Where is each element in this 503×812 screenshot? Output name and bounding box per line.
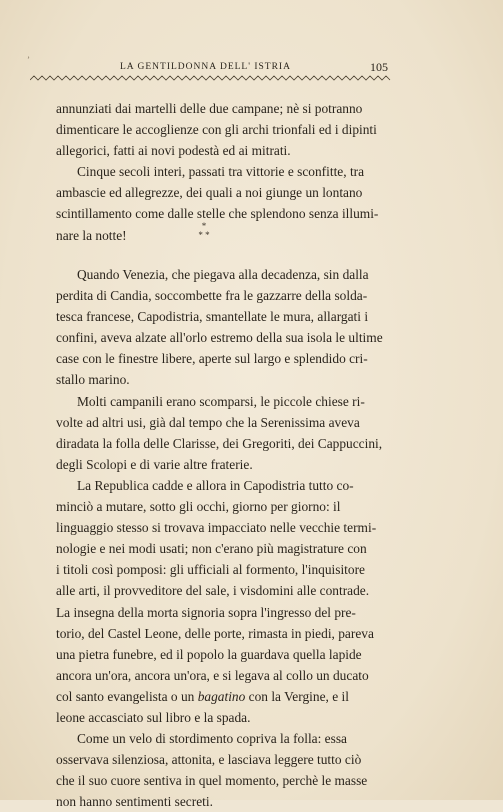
text-line: torio, del Castel Leone, delle porte, rimasta in piedi, pareva [56, 625, 374, 641]
text-line: nologie e nei modi usati; non c'erano più magistrature con [56, 541, 367, 557]
text-line: La insegna della morta signoria sopra l'ingresso del pre- [56, 604, 356, 620]
paragraph-1 [56, 98, 392, 161]
text-line: ancora un'ora, ancora un'ora, e si legava al collo un ducato [56, 667, 369, 683]
header-ornamental-rule [30, 73, 392, 83]
text-line: alle arti, il provveditore del sale, i visdomini alle contrade. [56, 583, 370, 599]
paragraph-3 [56, 264, 392, 391]
text-line-with-italic [56, 689, 349, 704]
text-line: Come un velo di stordimento copriva la folla: essa [77, 731, 347, 747]
text-line: perdita di Candia, soccombette fra le gazzarre della solda- [56, 288, 368, 304]
running-header-title: LA GENTILDONNA DELL' ISTRIA [120, 62, 291, 72]
text-line: diradata la folla delle Clarisse, dei Gregoriti, dei Cappuccini, [56, 435, 383, 451]
text-line: una pietra funebre, ed il popolo la guardava quella lapide [56, 646, 362, 662]
text-line: confini, aveva alzate all'orlo estremo della sua isola le ultime [56, 330, 383, 346]
asterism-bottom: * * [198, 230, 210, 240]
text-segment: con la Vergine, e il [245, 688, 349, 704]
text-line: i titoli così pomposi: gli ufficiali al formento, l'inquisitore [56, 562, 365, 578]
text-line: non hanno sentimenti secreti. [56, 794, 213, 810]
page-number: 105 [370, 60, 388, 74]
text-block-top [56, 98, 392, 246]
text-line: degli Scolopi e di varie altre fraterie. [56, 456, 253, 472]
text-line: Quando Venezia, che piegava alla decadenza, sin dalla [77, 267, 369, 282]
paragraph-4 [56, 391, 392, 475]
text-line: annunziati dai martelli delle due campane; nè si potranno [56, 101, 363, 116]
text-line: Cinque secoli interi, passati tra vittorie e sconfitte, tra [77, 164, 365, 180]
corner-mark: ’ [27, 55, 30, 65]
italic-term: bagatino [197, 688, 246, 704]
text-line: osservava silenziosa, attonita, e lasciava leggere tutto ciò [56, 752, 362, 768]
text-line: minciò a mutare, sotto gli occhi, giorno per giorno: il [56, 499, 341, 515]
text-block-bottom [56, 264, 392, 812]
paragraph-2 [56, 161, 392, 245]
text-line: ambascie ed allegrezze, dei quali a noi giunge un lontano [56, 185, 363, 201]
text-line: La Republica cadde e allora in Capodistria tutto co- [77, 477, 354, 493]
text-line: nare la notte! [56, 227, 127, 243]
text-line: leone accasciato sul libro e la spada. [56, 709, 251, 725]
text-segment: col santo evangelista o un [56, 688, 198, 704]
section-separator-asterism [192, 222, 216, 240]
asterism-top: * [201, 221, 207, 231]
text-line: Molti campanili erano scomparsi, le piccole chiese ri- [77, 393, 365, 409]
text-line: linguaggio stesso si trovava impacciato nelle vecchie termi- [56, 520, 377, 536]
text-line: stallo marino. [56, 372, 130, 388]
paragraph-5 [56, 475, 392, 728]
text-line: case con le finestre libere, aperte sul largo e splendido cri- [56, 351, 368, 367]
text-line: che il suo cuore sentiva in quel momento, perchè le masse [56, 773, 368, 789]
text-line: dimenticare le accoglienze con gli archi trionfali ed i dipinti [56, 122, 377, 138]
text-line: scintillamento come dalle stelle che splendono senza illumi- [56, 206, 379, 222]
text-line: tesca francese, Capodistria, smantellate le mura, allargati i [56, 309, 369, 325]
paragraph-6 [56, 728, 392, 812]
text-line: volte ad altri usi, già dal tempo che la Serenissima aveva [56, 414, 360, 430]
text-line: allegorici, fatti ai novi podestà ed ai mitrati. [56, 143, 291, 159]
